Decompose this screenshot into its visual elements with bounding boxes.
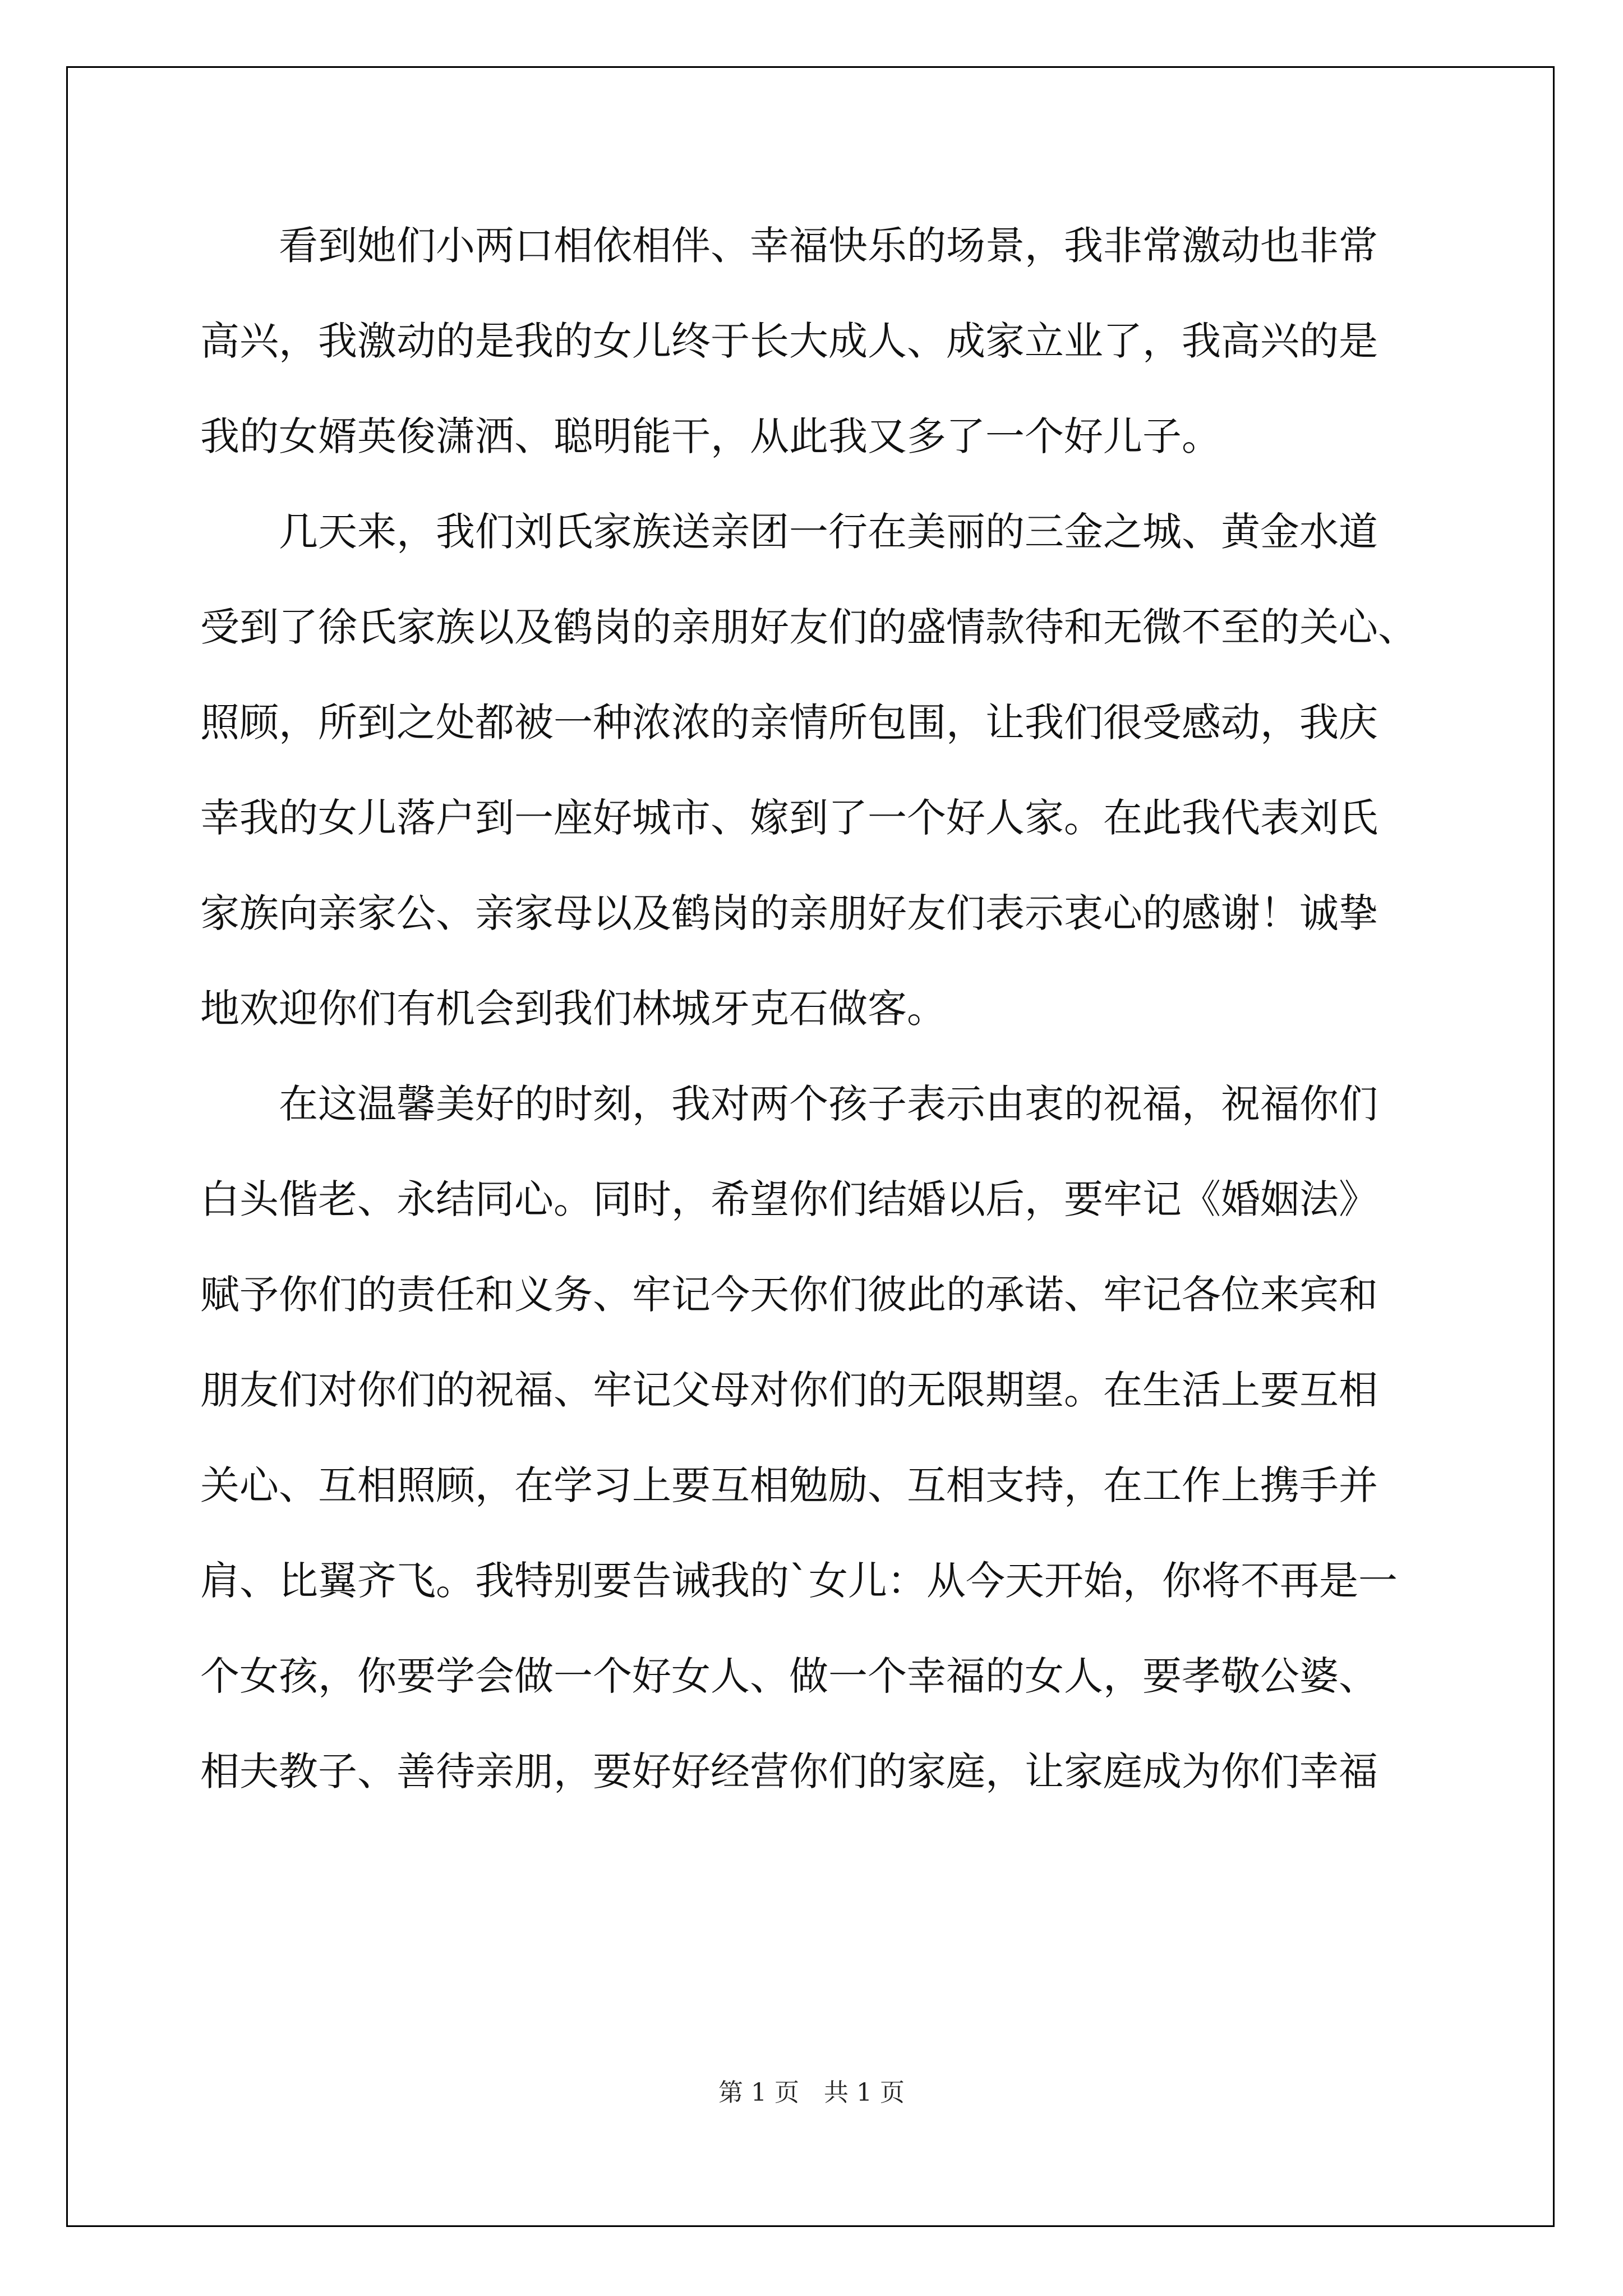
page-number-footer: 第 1 页 共 1 页 (718, 2078, 905, 2107)
text-line: 相夫教子、善待亲朋，要好好经营你们的家庭，让家庭成为你们幸福 (200, 1749, 1378, 1795)
text-line: 我的女婿英俊潇洒、聪明能干，从此我又多了一个好儿子。 (200, 413, 1221, 459)
text-line: 看到她们小两口相依相伴、幸福快乐的场景，我非常激动也非常 (200, 223, 1378, 269)
text-line: 地欢迎你们有机会到我们林城牙克石做客。 (200, 986, 946, 1032)
text-line: 个女孩，你要学会做一个好女人、做一个幸福的女人，要孝敬公婆、 (200, 1653, 1378, 1699)
page-border (66, 66, 1555, 2227)
text-line: 白头偕老、永结同心。同时，希望你们结婚以后，要牢记《婚姻法》 (200, 1176, 1378, 1222)
text-line: 在这温馨美好的时刻，我对两个孩子表示由衷的祝福，祝福你们 (200, 1081, 1378, 1127)
text-line: 受到了徐氏家族以及鹤岗的亲朋好友们的盛情款待和无微不至的关心、 (200, 604, 1417, 650)
text-line: 关心、互相照顾，在学习上要互相勉励、互相支持，在工作上携手并 (200, 1462, 1378, 1508)
text-line: 朋友们对你们的祝福、牢记父母对你们的无限期望。在生活上要互相 (200, 1367, 1378, 1413)
text-line: 高兴，我激动的是我的女儿终于长大成人、成家立业了，我高兴的是 (200, 318, 1378, 364)
text-line: 赋予你们的责任和义务、牢记今天你们彼此的承诺、牢记各位来宾和 (200, 1272, 1378, 1318)
text-line: 幸我的女儿落户到一座好城市、嫁到了一个好人家。在此我代表刘氏 (200, 795, 1378, 841)
text-line: 照顾，所到之处都被一种浓浓的亲情所包围，让我们很受感动，我庆 (200, 700, 1378, 746)
text-line: 肩、比翼齐飞。我特别要告诫我的`女儿：从今天开始，你将不再是一 (200, 1558, 1398, 1604)
text-line: 家族向亲家公、亲家母以及鹤岗的亲朋好友们表示衷心的感谢！诚挚 (200, 890, 1378, 936)
text-line: 几天来，我们刘氏家族送亲团一行在美丽的三金之城、黄金水道 (200, 509, 1378, 555)
